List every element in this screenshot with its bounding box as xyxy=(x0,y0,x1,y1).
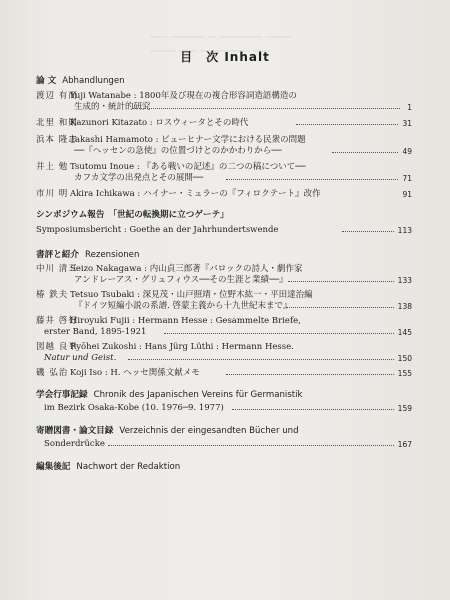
entry-page-number: 167 xyxy=(397,440,412,449)
section-heading-rezensionen xyxy=(36,250,412,261)
section-heading-jp: 学会行事記録 xyxy=(36,390,88,400)
entry-page-number: 150 xyxy=(397,354,412,363)
section-heading-de: Verzeichnis der eingesandten Bücher und xyxy=(119,426,299,436)
section-heading-symposium xyxy=(36,210,412,221)
entry-author: 中川 清三 xyxy=(36,264,78,274)
entry-title-line-1: Sonderdrücke xyxy=(44,439,105,449)
entry-author: 図越 良平 xyxy=(36,342,78,352)
entry-page-number: 159 xyxy=(397,404,412,413)
entry-page-number: 71 xyxy=(402,174,412,183)
section-heading-chronik xyxy=(36,390,412,401)
entry-title-line-1: Takashi Hamamoto : ビューヒナー文学における民衆の問題 xyxy=(70,135,306,145)
entry-title-line-1: Hiroyuki Fujii : Hermann Hesse : Gesammelte Briefe, xyxy=(70,316,301,326)
entry-author: 井上 勉 xyxy=(36,162,69,172)
toc-entry-kitazato[interactable] xyxy=(36,118,412,129)
entry-author: 渡辺 有而 xyxy=(36,91,78,101)
toc-entry-inoue[interactable] xyxy=(36,162,412,184)
section-heading-nachwort[interactable] xyxy=(36,462,412,473)
entry-page-number: 91 xyxy=(402,190,412,199)
entry-page-number: 113 xyxy=(397,226,412,235)
entry-title-line-2: 『ドイツ短編小説の系譜. 啓蒙主義から十九世紀末まで』 xyxy=(74,301,292,311)
page-title: 目 次 Inhalt xyxy=(180,50,270,64)
entry-author: 市川 明 xyxy=(36,189,69,199)
toc-entry-fujii[interactable] xyxy=(36,316,412,338)
section-heading-de: Rezensionen xyxy=(84,250,140,260)
entry-title-line-1: Symposiumsbericht : Goethe an der Jahrhundertswende xyxy=(36,225,279,235)
section-heading-de: Abhandlungen xyxy=(62,76,125,86)
entry-page-number: 155 xyxy=(397,369,412,378)
toc-entry-ichikawa[interactable] xyxy=(36,189,412,200)
entry-author: 藤井 啓行 xyxy=(36,316,78,326)
section-heading-verzeichnis xyxy=(36,426,412,437)
toc-entry-nakagawa[interactable] xyxy=(36,264,412,286)
section-heading-de: Chronik des Japanischen Vereins für Germanistik xyxy=(93,390,303,400)
entry-title-line-2: アンドレーアス・グリュフィウス──その生涯と業績──』 xyxy=(74,275,288,285)
entry-author: 磯 弘治 xyxy=(36,368,69,378)
entry-author: 椿 鉄夫 xyxy=(36,290,69,300)
entry-title-line-1: Ryōhei Zukoshi : Hans Jürg Lüthi : Hermann Hesse. xyxy=(70,342,294,352)
entry-title-line-1: Seizo Nakagawa : 内山貞三郎著『バロックの詩人・劇作家 xyxy=(70,264,303,274)
section-heading-de: Nachwort der Redaktion xyxy=(76,462,181,472)
entry-author: 浜本 隆志 xyxy=(36,135,78,145)
section-heading-abhandlungen xyxy=(36,76,412,87)
section-heading-subtitle: 「世紀の転換期に立つゲーテ」 xyxy=(108,210,229,220)
toc-entry-hamamoto[interactable] xyxy=(36,135,412,157)
entry-title-line-1: im Bezirk Osaka-Kobe (10. 1976─9. 1977) xyxy=(44,403,224,413)
entry-title-line-2: erster Band, 1895-1921 xyxy=(44,327,147,337)
toc-entry-zukoshi[interactable] xyxy=(36,342,412,364)
entry-page-number: 31 xyxy=(402,119,412,128)
toc-entry-iso[interactable] xyxy=(36,368,412,379)
entry-title-line-1: Tetsuo Tsubaki : 深見茂・山戸照靖・位野木紘一・平田達治編 xyxy=(70,290,313,300)
section-heading-jp: 論 文 xyxy=(36,76,57,86)
entry-title-line-1: Koji Iso : H. ヘッセ関係文献メモ xyxy=(70,368,200,378)
toc-entry-tsubaki[interactable] xyxy=(36,290,412,312)
entry-title-line-1: Kazunori Kitazato : ロスウィータとその時代 xyxy=(70,118,249,128)
toc-entry-verzeichnis[interactable] xyxy=(36,439,412,450)
entry-page-number: 138 xyxy=(397,302,412,311)
entry-title-line-1: Akira Ichikawa : ハイナー・ミュラーの『フィロクテート』改作 xyxy=(70,189,321,199)
toc-entry-chronik[interactable] xyxy=(36,403,412,414)
entry-author: 北里 和則 xyxy=(36,118,78,128)
entry-title-line-1: Tsutomu Inoue : 『ある戦いの記述』の二つの稿について── xyxy=(70,162,306,172)
entry-title-line-2: ──『ヘッセンの急使』の位置づけとのかかわりから── xyxy=(74,146,282,156)
entry-page-number: 1 xyxy=(407,103,412,112)
section-heading-jp: 編集後記 xyxy=(36,462,71,472)
entry-page-number: 145 xyxy=(397,328,412,337)
section-heading-jp: 寄贈図書・論文目録 xyxy=(36,426,114,436)
entry-title-line-2: カフカ文学の出発点とその展開── xyxy=(74,173,204,183)
section-heading-jp: シンポジウム報告 xyxy=(36,210,105,220)
toc-entry-symposium[interactable] xyxy=(36,225,412,236)
entry-page-number: 49 xyxy=(402,147,412,156)
entry-title-line-2: 生成的・統計的研究 xyxy=(74,102,151,112)
toc-entry-watanabe[interactable] xyxy=(36,91,412,113)
entry-title-line-2: Natur und Geist. xyxy=(44,353,117,363)
entry-title-line-1: Yuji Watanabe : 1800年及び現在の複合形容詞造語構造の xyxy=(70,91,297,101)
entry-page-number: 133 xyxy=(397,276,412,285)
section-heading-jp: 書評と紹介 xyxy=(36,250,79,260)
